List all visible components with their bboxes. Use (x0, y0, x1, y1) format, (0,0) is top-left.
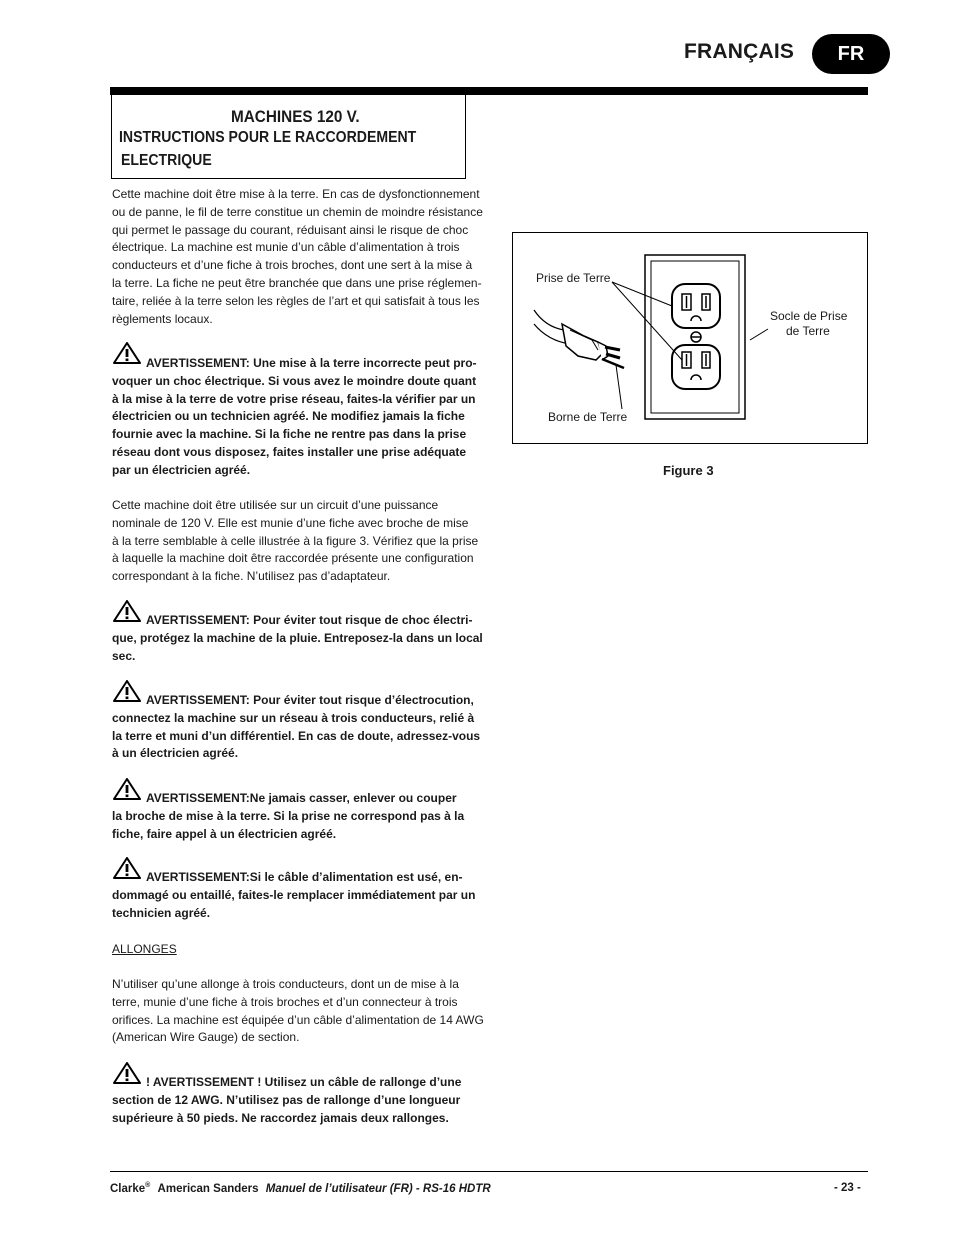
registered-mark: ® (145, 1182, 151, 1189)
label-socle-line1: Socle de Prise (770, 309, 848, 323)
text-line: ou de panne, le fil de terre constitue un chemin de moindre résistance (112, 204, 483, 219)
text-line: ! AVERTISSEMENT ! Utilisez un câble de rallonge d’une (146, 1075, 462, 1089)
text-line: la terre. La fiche ne peut être branchée que dans une prise réglemen- (112, 275, 482, 290)
text-line: supérieure à 50 pieds. Ne raccordez jamais deux rallonges. (112, 1110, 449, 1125)
text-line: AVERTISSEMENT:Si le câble d’alimentation est usé, en- (146, 870, 463, 884)
top-rule (110, 87, 868, 95)
label-socle-line2: de Terre (786, 324, 830, 338)
language-title: FRANÇAIS (684, 40, 795, 63)
text-line: terre, munie d’une fiche à trois broches et d’un connecteur à trois (112, 994, 458, 1009)
text-line: sec. (112, 648, 136, 663)
warning-rain (112, 612, 483, 665)
text-line: la terre et muni d’un différentiel. En cas de doute, adressez-vous (112, 728, 481, 743)
label-prise-de-terre: Prise de Terre (536, 271, 611, 285)
text-line: par un électricien agréé. (112, 462, 251, 477)
text-line: AVERTISSEMENT: Une mise à la terre incorrecte peut pro- (146, 356, 477, 370)
text-line: à un électricien agréé. (112, 746, 239, 761)
text-line: réseau dont vous disposez, faites installer une prise adéquate (112, 444, 467, 459)
label-borne-de-terre: Borne de Terre (548, 410, 628, 424)
text-line: à la mise à la terre de votre prise réseau, faites-la vérifier par un (112, 391, 476, 406)
text-line: orifices. La machine est équipée d’un câble d’alimentation de 14 AWG (112, 1012, 484, 1027)
text-line: Cette machine doit être utilisée sur un circuit d’une puissance (112, 498, 439, 512)
text-line: AVERTISSEMENT: Pour éviter tout risque d’électrocution, (146, 693, 474, 707)
paragraph-circuit (112, 497, 478, 586)
text-line: connectez la machine sur un réseau à trois conducteurs, relié à (112, 710, 475, 725)
upper-receptacle (672, 284, 720, 328)
footer-company: American Sanders (157, 1182, 259, 1195)
figure-caption: Figure 3 (663, 463, 714, 478)
warning-damaged-cable (112, 869, 475, 922)
text-line: N’utiliser qu’une allonge à trois conducteurs, dont un de mise à la (112, 977, 459, 991)
text-line: AVERTISSEMENT:Ne jamais casser, enlever ou couper (146, 791, 457, 805)
text-line: fournie avec la machine. Si la fiche ne rentre pas dans la prise (112, 427, 467, 442)
text-line: électrique. La machine est munie d’un câble d’alimentation à trois (112, 240, 460, 255)
three-prong-plug (534, 310, 624, 368)
section-subtitle-line1: INSTRUCTIONS POUR LE RACCORDEMENT (119, 129, 417, 146)
lower-receptacle (672, 345, 720, 389)
text-line: taire, reliée à la terre selon les règles de l’art et qui satisfait à tous les (112, 293, 480, 308)
section-title: MACHINES 120 V. (231, 107, 360, 126)
warning-ground-pin (112, 790, 464, 843)
text-line: Cette machine doit être mise à la terre. En cas de dysfonctionnement (112, 187, 480, 201)
text-line: correspondant à la fiche. N’utilisez pas d’adaptateur. (112, 569, 391, 584)
text-line: que, protégez la machine de la pluie. Entreposez-la dans un local (112, 630, 483, 645)
text-line: règlements locaux. (112, 311, 213, 326)
text-line: voquer un choc électrique. Si vous avez le moindre doute quant (112, 373, 477, 388)
footer-brand: Clarke (110, 1182, 146, 1195)
text-line: à la terre semblable à celle illustrée à la figure 3. Vérifiez que la prise (112, 533, 479, 548)
text-line: à laquelle la machine doit être raccordée présente une configuration (112, 551, 474, 566)
text-line: qui permet le passage du courant, réduisant ainsi le risque de choc (112, 222, 469, 237)
language-badge: FR (812, 34, 890, 74)
paragraph-extension-cords (112, 976, 484, 1047)
text-line: technicien agréé. (112, 905, 211, 920)
text-line: électricien ou un technicien agréé. Ne modifiez jamais la fiche (112, 409, 465, 424)
footer-manual-title: Manuel de l’utilisateur (FR) - RS-16 HDTR (265, 1182, 491, 1195)
text-line: AVERTISSEMENT: Pour éviter tout risque de choc électri- (146, 613, 473, 627)
text-line: conducteurs et d’une fiche à trois broches, dont une sert à la mise à (112, 258, 473, 273)
text-line: dommagé ou entaillé, faites-le remplacer immédiatement par un (112, 887, 476, 902)
leader-line-socle (750, 329, 768, 340)
warning-electrocution (112, 692, 480, 763)
page-number: - 23 - (834, 1182, 861, 1194)
text-line: fiche, faire appel à un électricien agréé. (112, 826, 337, 841)
footer-left (110, 1182, 491, 1195)
text-line: section de 12 AWG. N’utilisez pas de rallonge d’une longueur (112, 1092, 461, 1107)
leader-line-borne (616, 365, 622, 409)
allonges-heading: ALLONGES (112, 942, 177, 956)
footer-rule (110, 1171, 868, 1172)
warning-extension-gauge (112, 1074, 461, 1127)
warning-grounding (112, 355, 477, 480)
paragraph-grounding (112, 186, 483, 328)
text-line: la broche de mise à la terre. Si la prise ne correspond pas à la (112, 808, 465, 823)
section-subtitle-line2: ELECTRIQUE (121, 152, 212, 169)
text-line: nominale de 120 V. Elle est munie d’une fiche avec broche de mise (112, 515, 469, 530)
text-line: (American Wire Gauge) de section. (112, 1030, 300, 1045)
